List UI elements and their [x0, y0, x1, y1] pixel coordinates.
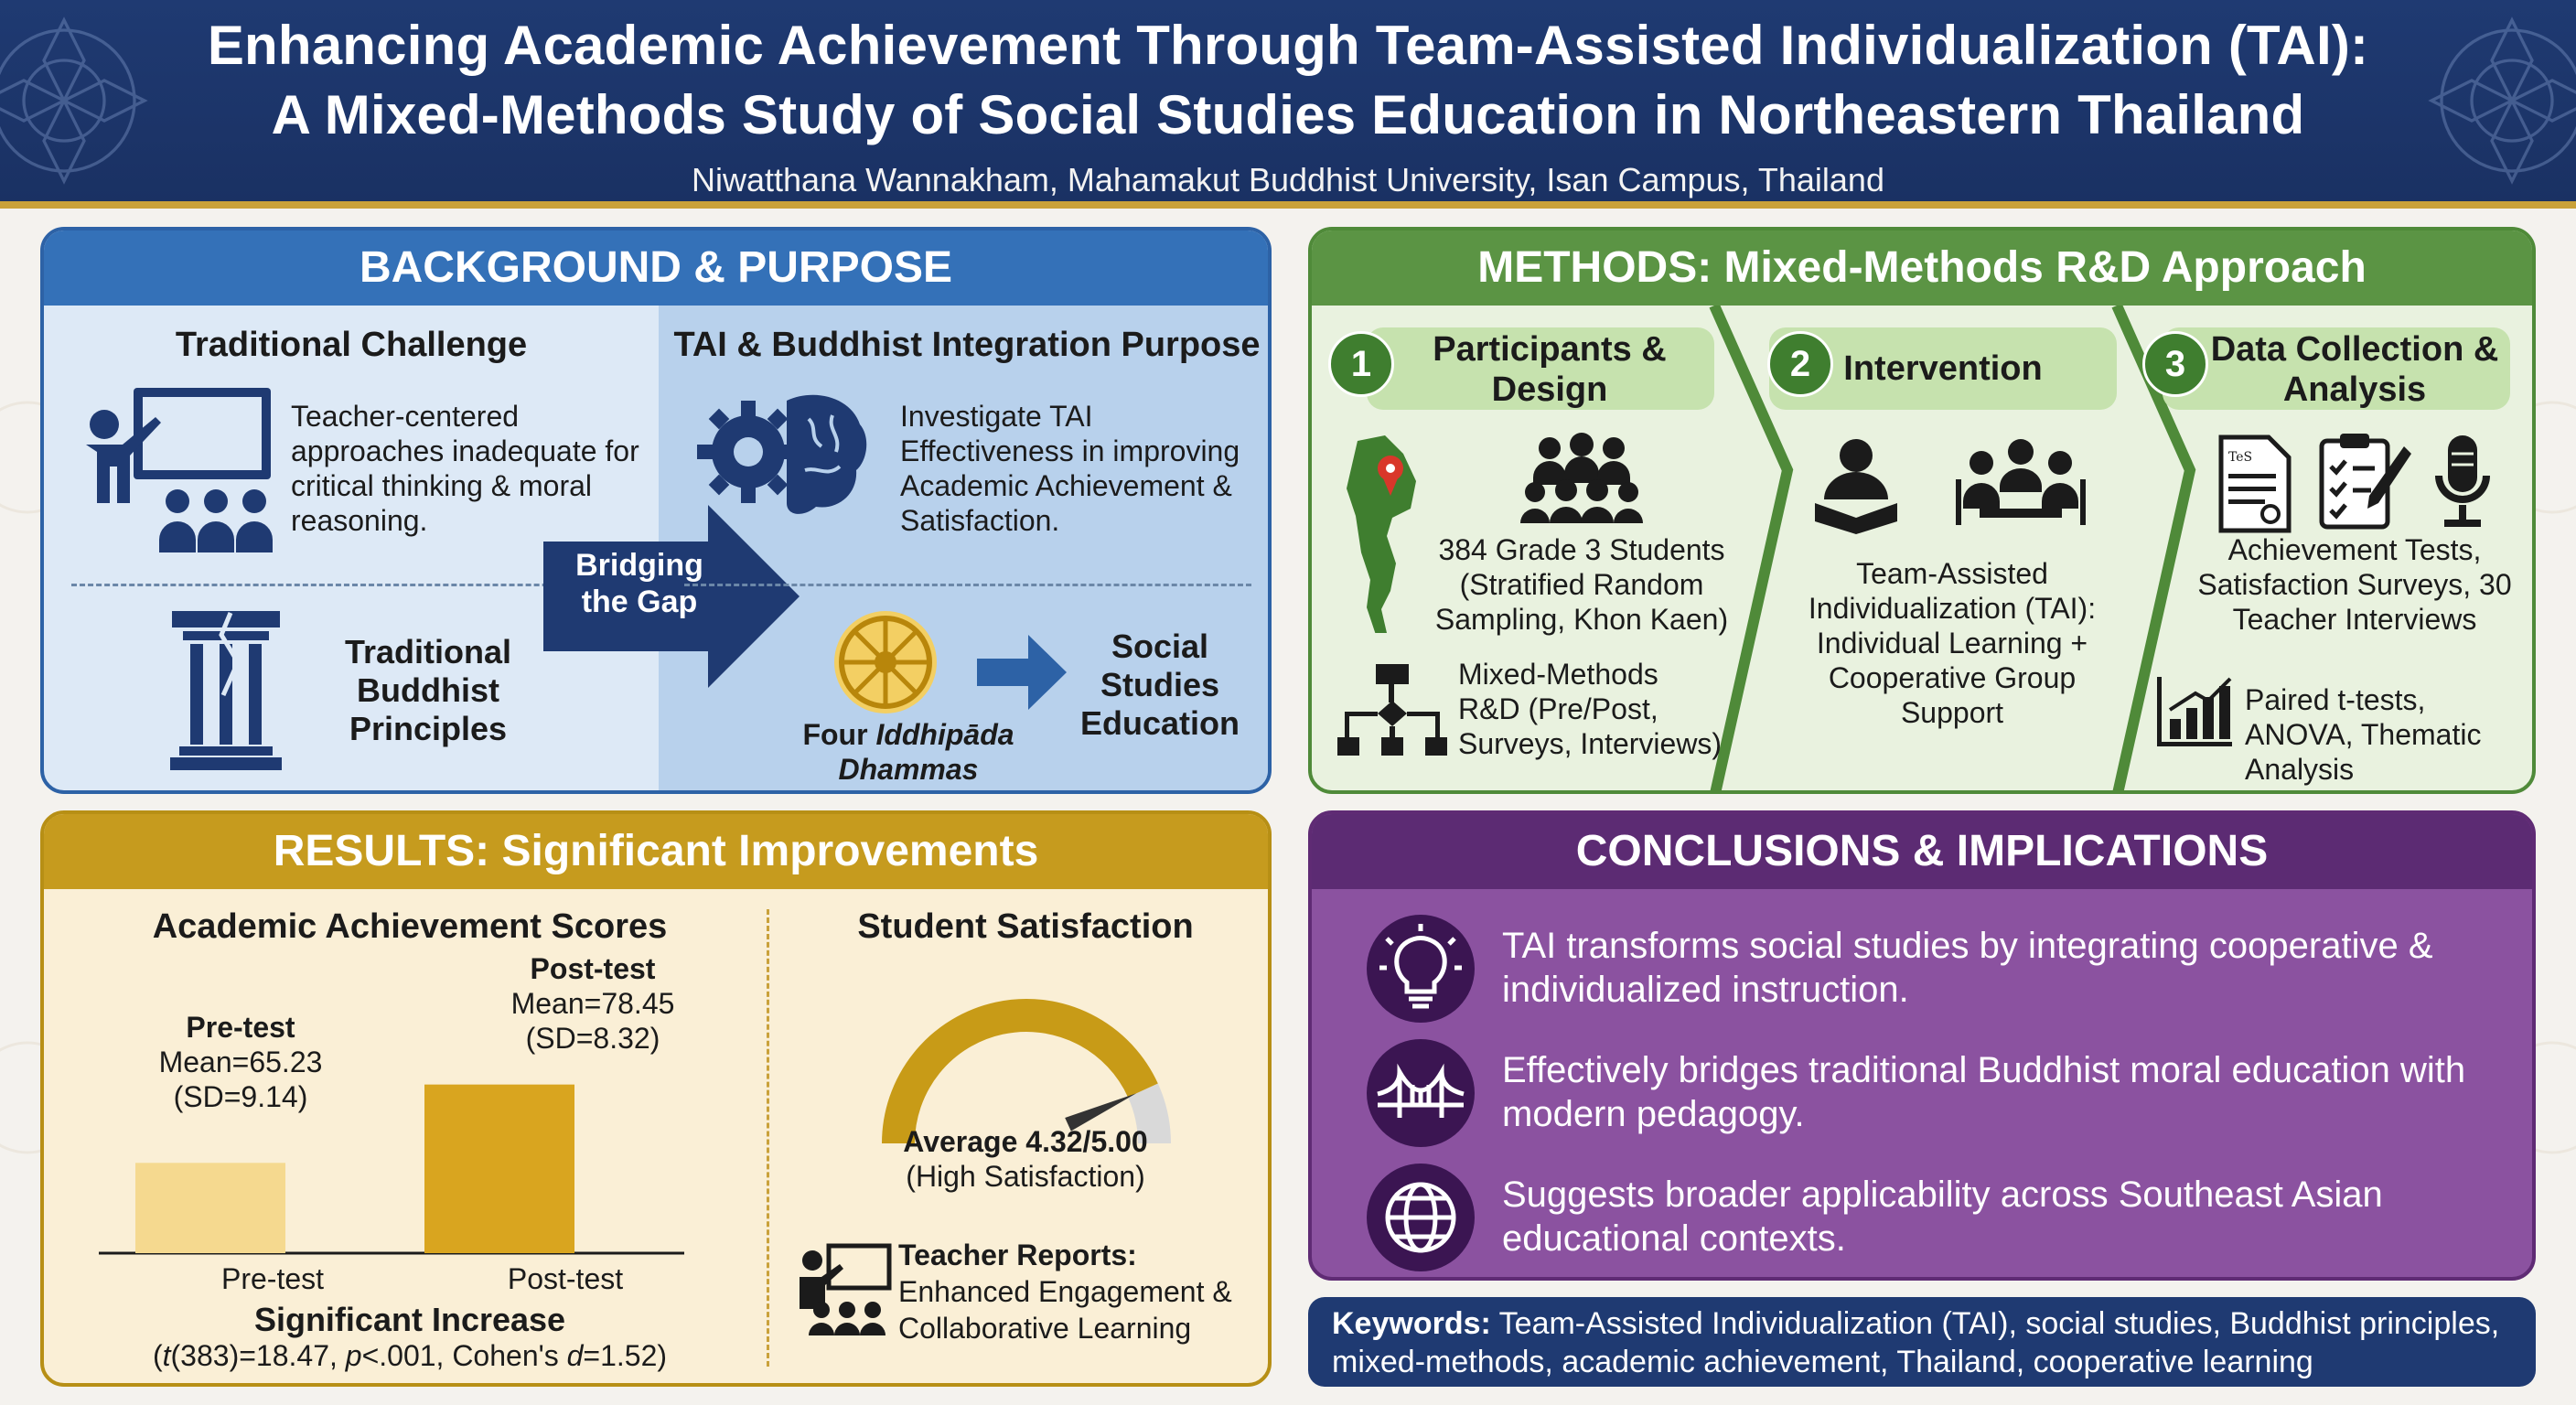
satisfaction-desc: (High Satisfaction) — [906, 1160, 1145, 1193]
bridging-label: Bridging the Gap — [575, 548, 703, 619]
step1-label: Participants & Design — [1433, 330, 1667, 409]
bar-post-test — [424, 1085, 574, 1253]
header-ornament-right — [2411, 0, 2576, 201]
conclusion-text-3: Suggests broader applicability across Southeast Asian educational contexts. — [1502, 1174, 2383, 1259]
analysis-text: Paired t-tests, ANOVA, Thematic Analysis — [2245, 683, 2482, 786]
post-annotation-label: Post-test — [530, 952, 656, 985]
individual-learning-icon — [1806, 435, 1906, 536]
dhammas-label-italic: Iddhipāda Dhammas — [838, 718, 1014, 786]
step3-number: 3 — [2142, 331, 2208, 397]
thailand-map-icon — [1339, 423, 1422, 633]
bar-chart-icon — [2153, 673, 2236, 750]
poster-title-line2: A Mixed-Methods Study of Social Studies Education in Northeastern Thailand — [271, 84, 2305, 145]
conclusions-panel — [1308, 810, 2536, 1281]
poster-title-line1: Enhancing Academic Achievement Through Team-Assisted Individualization (TAI): — [207, 15, 2369, 76]
x-label-post: Post-test — [507, 1262, 624, 1295]
design-text: Mixed-Methods R&D (Pre/Post, Surveys, Interviews) — [1458, 658, 1723, 760]
conclusions-panel-title: CONCLUSIONS & IMPLICATIONS — [1312, 814, 2532, 889]
satisfaction-heading: Student Satisfaction — [857, 907, 1194, 946]
teacher-classroom-icon — [70, 384, 307, 558]
background-panel — [40, 227, 1272, 794]
dharma-wheel-icon — [831, 607, 940, 717]
step3-label: Data Collection & Analysis — [2210, 330, 2499, 409]
post-mean: Mean=78.45 — [510, 987, 675, 1020]
social-studies-label: Social Studies Education — [1079, 627, 1240, 742]
stat-t-value: (383)=18.47, — [170, 1339, 346, 1372]
students-group-icon — [1513, 432, 1650, 532]
significance-stats: (t(383)=18.47, p<.001, Cohen's d=1.52) — [152, 1339, 668, 1372]
stat-t: t — [162, 1339, 171, 1372]
step1-number: 1 — [1328, 331, 1394, 397]
participants-text: 384 Grade 3 Students (Stratified Random Sampling, Khon Kaen) — [1434, 533, 1729, 636]
bar-pre-test — [135, 1163, 285, 1253]
keywords-label: Keywords: — [1332, 1306, 1491, 1341]
divider-right — [684, 584, 1251, 586]
challenge-heading: Traditional Challenge — [175, 326, 528, 364]
challenge-text: Teacher-centered approaches inadequate for critical thinking & moral reasoning. — [291, 400, 639, 537]
intervention-text: Team-Assisted Individualization (TAI): Individual Learning + Cooperative Group Support — [1808, 557, 2097, 729]
pre-mean: Mean=65.23 — [158, 1046, 323, 1078]
step3-tab — [2163, 327, 2510, 410]
conclusion-text-1: TAI transforms social studies by integrating cooperative & individualized instruction. — [1502, 926, 2433, 1010]
stat-p-value: <.001, Cohen's — [361, 1339, 567, 1372]
teacher-reports-text: Enhanced Engagement & Collaborative Learning — [898, 1275, 1232, 1345]
bridge-icon — [1367, 1039, 1475, 1147]
satisfaction-average: Average 4.32/5.00 — [903, 1125, 1148, 1158]
test-icon-label: TeS — [2228, 450, 2253, 465]
flowchart-icon — [1337, 660, 1447, 761]
stat-d: d — [566, 1339, 584, 1372]
teacher-reports-heading: Teacher Reports: — [898, 1239, 1137, 1271]
purpose-heading: TAI & Buddhist Integration Purpose — [673, 326, 1261, 364]
keywords-text: Team-Assisted Individualization (TAI), social studies, Buddhist principles, mixed-methods, academic achievement, Thailand, cooperative learning — [1332, 1306, 2500, 1379]
achievement-heading: Academic Achievement Scores — [152, 907, 668, 946]
step2-label: Intervention — [1843, 349, 2043, 388]
test-document-icon — [2208, 434, 2300, 534]
pre-annotation — [108, 1010, 373, 1114]
gear-brain-icon — [695, 382, 869, 529]
background-panel-title: BACKGROUND & PURPOSE — [44, 231, 1268, 306]
teacher-reports — [898, 1237, 1264, 1346]
pre-sd: (SD=9.14) — [173, 1080, 308, 1113]
methods-panel — [1308, 227, 2536, 794]
step1-tab — [1367, 327, 1714, 410]
author-affiliation: Niwatthana Wannakham, Mahamakut Buddhist University, Isan Campus, Thailand — [692, 161, 1884, 198]
survey-clipboard-icon — [2314, 430, 2415, 531]
lightbulb-icon — [1367, 915, 1475, 1023]
x-label-pre: Pre-test — [220, 1262, 325, 1295]
dhammas-label — [794, 717, 1023, 787]
significance-heading: Significant Increase — [253, 1301, 566, 1338]
teacher-reports-icon — [794, 1240, 895, 1341]
conclusion-item-3 — [1367, 1164, 2501, 1273]
conclusion-text-2: Effectively bridges traditional Buddhist moral education with modern pedagogy. — [1502, 1050, 2466, 1134]
conclusion-item-2 — [1367, 1039, 2501, 1149]
dhammas-label-plain: Four — [802, 718, 876, 751]
results-divider — [767, 909, 769, 1367]
broken-pillar-icon — [166, 607, 285, 772]
gauge-fill — [898, 1015, 1143, 1143]
principles-label: Traditional Buddhist Principles — [344, 633, 512, 747]
header-banner — [0, 0, 2576, 209]
header-ornament-left — [0, 0, 165, 201]
post-annotation — [401, 951, 785, 1056]
globe-icon — [1367, 1164, 1475, 1271]
pre-annotation-label: Pre-test — [186, 1011, 295, 1044]
dhammas-to-social-arrow — [977, 631, 1068, 713]
keywords-bar — [1308, 1297, 2536, 1387]
results-panel — [40, 810, 1272, 1387]
collection-text: Achievement Tests, Satisfaction Surveys, 30 Teacher Interviews — [2197, 533, 2512, 636]
stat-d-value: =1.52) — [583, 1339, 668, 1372]
cooperative-group-icon — [1952, 435, 2089, 536]
methods-panel-title: METHODS: Mixed-Methods R&D Approach — [1312, 231, 2532, 306]
post-sd: (SD=8.32) — [525, 1022, 660, 1055]
step2-number: 2 — [1767, 331, 1833, 397]
results-panel-title: RESULTS: Significant Improvements — [44, 814, 1268, 889]
conclusion-item-1 — [1367, 915, 2501, 1024]
purpose-text: Investigate TAI Effectiveness in improving Academic Achievement & Satisfaction. — [900, 400, 1240, 537]
microphone-icon — [2426, 432, 2499, 532]
stat-p: p — [345, 1339, 362, 1372]
